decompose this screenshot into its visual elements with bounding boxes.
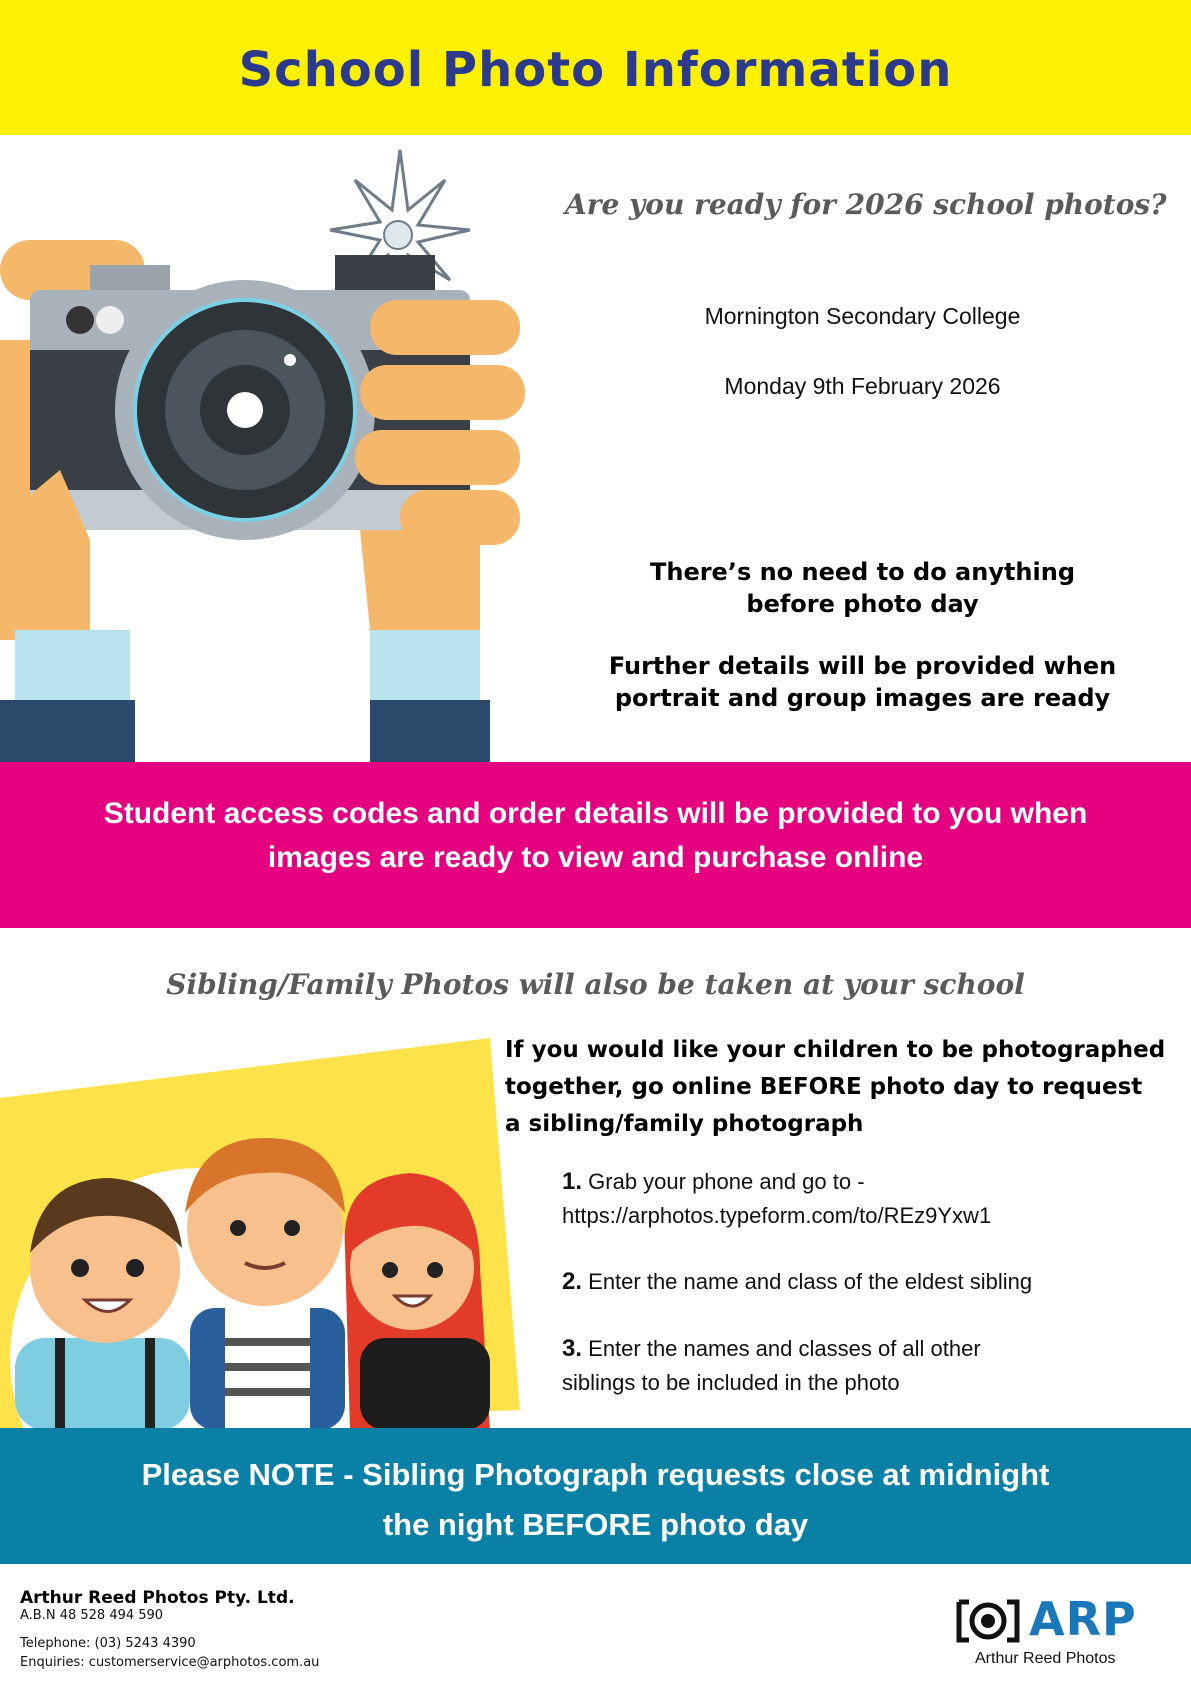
step-3-text: Enter the names and classes of all other (588, 1336, 981, 1361)
step-1-number: 1. (562, 1168, 583, 1195)
deadline-line-2: the night BEFORE photo day (382, 1507, 809, 1542)
deadline-line-1: Please NOTE - Sibling Photograph requests close at midnight (141, 1457, 1050, 1492)
company-abn: A.B.N 48 528 494 590 (20, 1608, 164, 1623)
no-need-line-2: before photo day (746, 590, 979, 618)
three-children-illustration (0, 1038, 520, 1430)
further-line-1: Further details will be provided when (608, 652, 1117, 680)
no-need-line-1: There’s no need to do anything (649, 558, 1076, 586)
sibling-intro-line-1: If you would like your children to be photographed (505, 1037, 1166, 1063)
access-codes-line-1: Student access codes and order details will be provided to you when (103, 797, 1088, 830)
sibling-deadline-text (40, 1450, 1151, 1550)
step-2 (562, 1265, 1122, 1299)
step-1-text: Grab your phone and go to - (588, 1169, 865, 1194)
company-telephone: Telephone: (03) 5243 4390 (20, 1636, 196, 1651)
access-codes-line-2: images are ready to view and purchase online (267, 841, 924, 874)
access-codes-text (40, 792, 1151, 880)
camera-aperture-icon (955, 1598, 1021, 1644)
page-title: School Photo Information (238, 42, 953, 98)
step-2-number: 2. (562, 1268, 583, 1295)
company-name: Arthur Reed Photos Pty. Ltd. (20, 1588, 295, 1608)
sibling-intro-line-2: together, go online BEFORE photo day to request (505, 1074, 1143, 1100)
sibling-deadline-banner (0, 1428, 1191, 1564)
header-banner (0, 0, 1191, 135)
step-1 (562, 1165, 1122, 1233)
no-need-notice (600, 556, 1125, 620)
camera-hands-illustration (0, 140, 560, 762)
step-3 (562, 1332, 1122, 1400)
logo-caption: Arthur Reed Photos (975, 1650, 1116, 1667)
further-line-2: portrait and group images are ready (614, 684, 1111, 712)
photos-question-heading: Are you ready for 2026 school photos? (565, 188, 1167, 221)
sibling-heading: Sibling/Family Photos will also be taken at your school (166, 968, 1025, 1001)
step-2-text: Enter the name and class of the eldest sibling (588, 1269, 1033, 1294)
step-3-number: 3. (562, 1335, 583, 1362)
step-3-text-continued: siblings to be included in the photo (562, 1370, 900, 1395)
arp-logo (955, 1592, 1165, 1674)
company-enquiries: Enquiries: customerservice@arphotos.com.au (20, 1655, 320, 1670)
sibling-intro-line-3: a sibling/family photograph (505, 1111, 864, 1137)
school-name: Mornington Secondary College (704, 303, 1021, 329)
photo-date: Monday 9th February 2026 (724, 373, 1001, 399)
typeform-link[interactable]: https://arphotos.typeform.com/to/REz9Yxw1 (562, 1203, 992, 1228)
sibling-intro (505, 1032, 1175, 1143)
logo-wordmark: ARP (1029, 1592, 1137, 1646)
access-codes-banner (0, 762, 1191, 928)
further-details-notice (600, 650, 1125, 714)
